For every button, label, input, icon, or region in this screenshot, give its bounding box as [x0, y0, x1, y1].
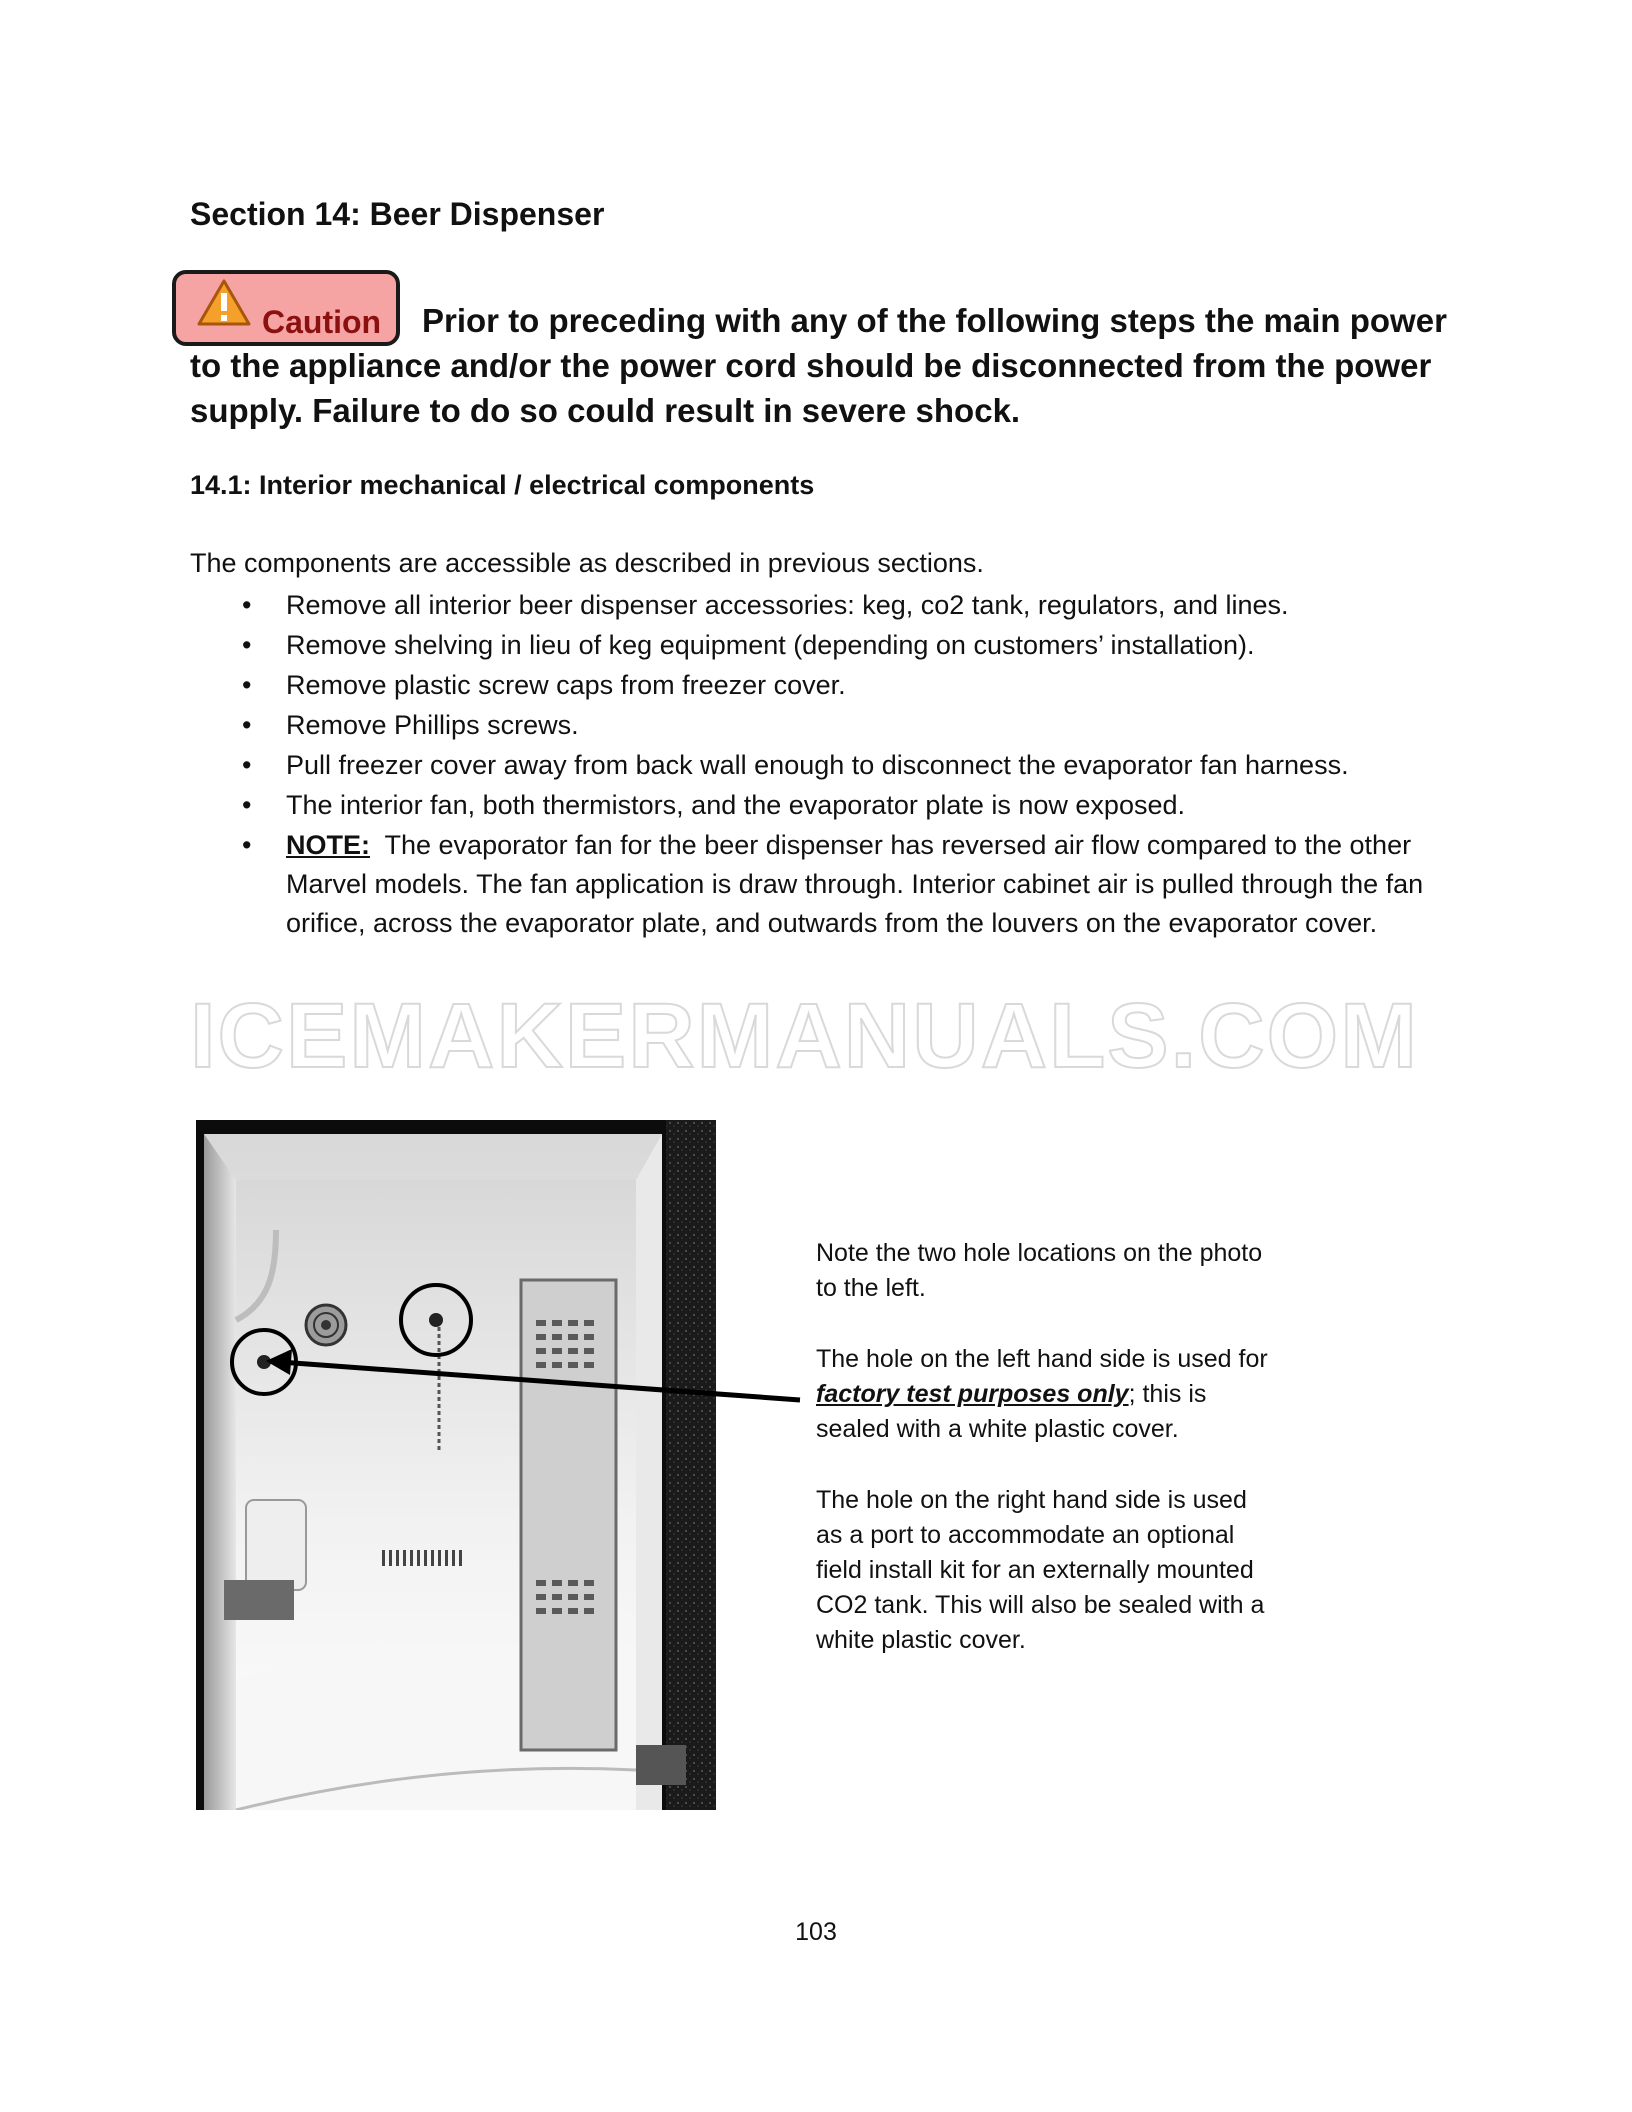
side-note-1: Note the two hole locations on the photo to the left.: [816, 1239, 1263, 1302]
list-item-text: Remove shelving in lieu of keg equipment (depending on customers’ installation).: [286, 630, 1255, 660]
bullet-icon: •: [242, 750, 252, 780]
list-item-text: The interior fan, both thermistors, and the evaporator plate is now exposed.: [286, 790, 1186, 820]
bullet-icon: •: [242, 790, 252, 820]
caution-label: Caution: [262, 304, 382, 340]
list-item-text: Remove Phillips screws.: [286, 710, 579, 740]
bullet-icon: •: [242, 830, 252, 860]
list-item-text: Remove plastic screw caps from freezer cover.: [286, 670, 846, 700]
side-note-2-text-b: ; this is sealed with a white plastic cover.: [816, 1380, 1207, 1443]
side-note-3: The hole on the right hand side is used as a port to accommodate an optional field install kit for an externally mounted CO2 tank. This will also be sealed with a white plastic cover.: [816, 1486, 1265, 1654]
note-label: NOTE:: [286, 830, 370, 860]
list-item-text: Remove all interior beer dispenser accessories: keg, co2 tank, regulators, and lines.: [286, 590, 1289, 620]
intro-paragraph: The components are accessible as described in previous sections.: [190, 548, 984, 578]
section-title: Section 14: Beer Dispenser: [190, 196, 605, 232]
bullet-icon: •: [242, 630, 252, 660]
page-number: 103: [795, 1918, 837, 1946]
watermark: ICEMAKERMANUALS.COM: [190, 985, 1419, 1087]
subsection-title: 14.1: Interior mechanical / electrical components: [190, 470, 815, 500]
bullet-icon: •: [242, 670, 252, 700]
note-text: The evaporator fan for the beer dispenser has reversed air flow compared to the other Marvel models. The fan application is draw through. Interior cabinet air is pulled through the fan orifice, across the evaporator plate, and outwards from the louvers on the evaporator cover.: [286, 830, 1424, 938]
side-note-2-text-a: The hole on the left hand side is used for: [816, 1345, 1268, 1373]
side-note-2: [816, 1342, 1276, 1447]
caution-text: Prior to preceding with any of the following steps the main power to the appliance and/or the power cord should be disconnected from the power supply. Failure to do so could result in severe shock.: [190, 302, 1447, 429]
list-item-text: Pull freezer cover away from back wall enough to disconnect the evaporator fan harness.: [286, 750, 1349, 780]
side-note-2-emphasis: factory test purposes only: [816, 1380, 1129, 1408]
bullet-icon: •: [242, 590, 252, 620]
bullet-icon: •: [242, 710, 252, 740]
